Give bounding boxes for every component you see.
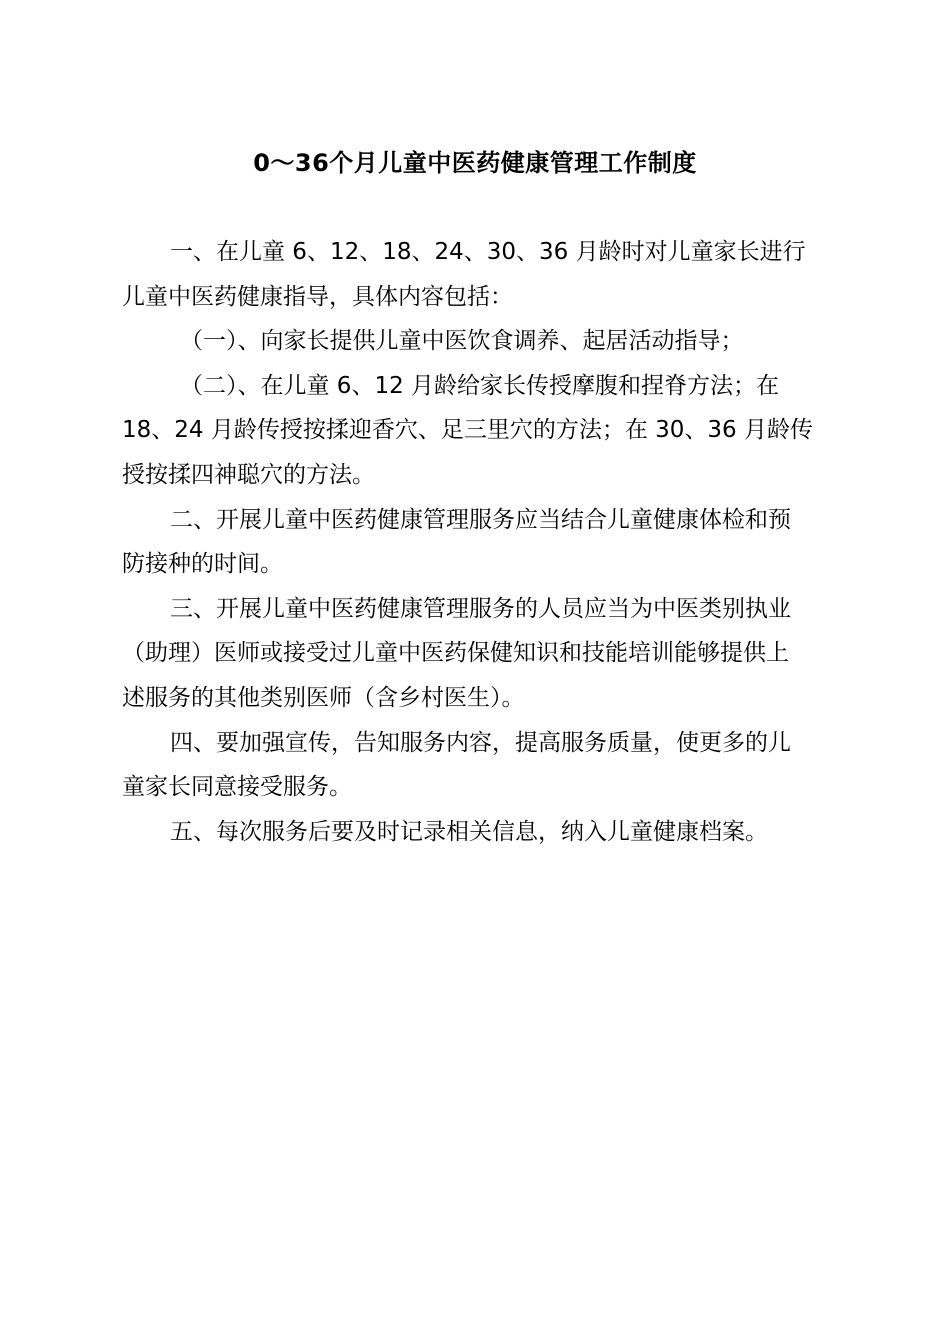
paragraph-2-line-1: 二、开展儿童中医药健康管理服务应当结合儿童健康体检和预 (170, 506, 791, 533)
paragraph-1-line-2: 儿童中医药健康指导，具体内容包括： (122, 283, 513, 310)
sub-item-2-line-3: 授按揉四神聪穴的方法。 (122, 461, 375, 488)
paragraph-3-line-2: （助理）医师或接受过儿童中医药保健知识和技能培训能够提供上 (122, 640, 789, 667)
document-body (122, 230, 828, 854)
paragraph-4-line-1: 四、要加强宣传，告知服务内容，提高服务质量，使更多的儿 (170, 729, 791, 756)
paragraph-5-line-1: 五、每次服务后要及时记录相关信息，纳入儿童健康档案。 (170, 818, 768, 845)
paragraph-2-line-2: 防接种的时间。 (122, 551, 283, 578)
sub-item-2-line-2: 18、24 月龄传授按揉迎香穴、足三里穴的方法；在 30、36 月龄传 (122, 417, 813, 444)
paragraph-3-line-1: 三、开展儿童中医药健康管理服务的人员应当为中医类别执业 (170, 595, 791, 622)
document-title: 0～36个月儿童中医药健康管理工作制度 (253, 149, 697, 177)
sub-item-1: （一）、向家长提供儿童中医饮食调养、起居活动指导； (180, 328, 744, 355)
paragraph-3-line-3: 述服务的其他类别医师（含乡村医生）。 (122, 684, 525, 711)
paragraph-4-line-2: 童家长同意接受服务。 (122, 774, 352, 801)
sub-item-2-line-1: （二）、在儿童 6、12 月龄给家长传授摩腹和捏脊方法；在 (180, 372, 780, 399)
paragraph-1-line-1: 一、在儿童 6、12、18、24、30、36 月龄时对儿童家长进行 (170, 239, 806, 265)
